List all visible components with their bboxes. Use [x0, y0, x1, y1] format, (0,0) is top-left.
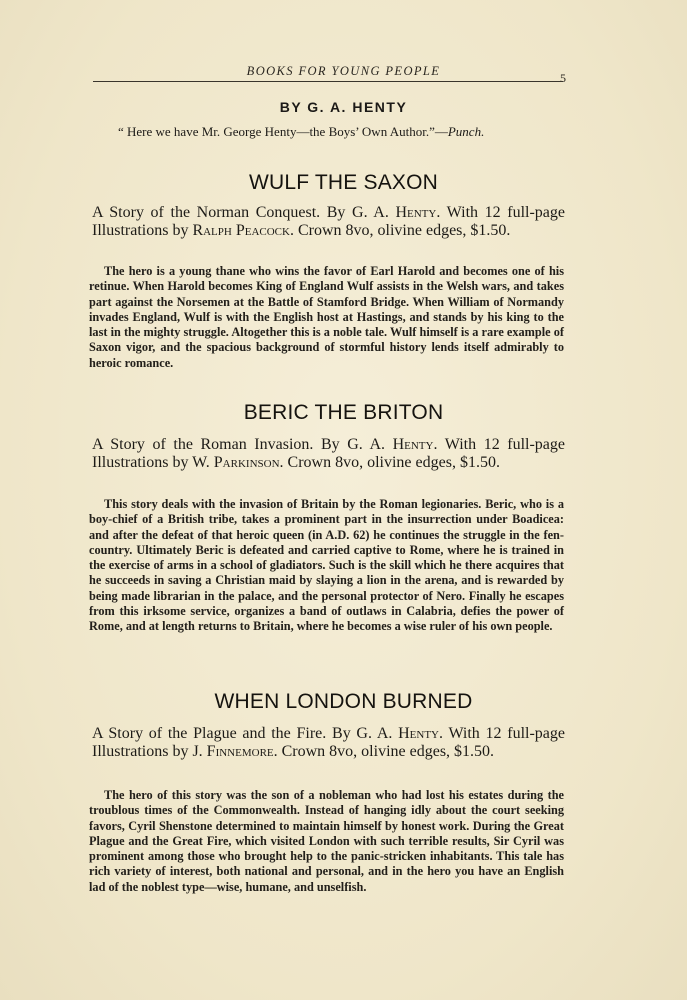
book-title: WHEN LONDON BURNED [214, 690, 473, 713]
book-title: WULF THE SAXON [248, 171, 439, 194]
illustrator-name: Finnemore [206, 742, 274, 760]
running-head: BOOKS FOR YOUNG PEOPLE [246, 64, 441, 78]
book-description: A Story of the Roman Invasion. By G. A. Henty. With 12 full-page Illustrations by W. Parkinson. Crown 8vo, olivine edges, $1.50. [92, 436, 566, 471]
author-heading: BY G. A. HENTY [279, 99, 408, 115]
book-summary: The hero of this story was the son of a nobleman who had lost his estates during the troublous times of the Commonwealth. Instead of hanging idly about the court seeking favors, Cyril Shenstone determined to maintain himself by honest work. During the Great Plague and the Great Fire, which visited London with such terrible results, Sir Cyril was prominent among those who brought help to the panic-stricken inhabitants. This tale has rich variety of interest, both national and personal, and in the hero you have an English lad of the noblest type—wise, humane, and unselfish. [89, 788, 564, 894]
book-summary: The hero is a young thane who wins the favor of Earl Harold and becomes one of his retinue. When Harold becomes King of England Wulf assists in the Welsh wars, and takes part against the Norsemen at the Battle of Stamford Bridge. When William of Normandy invades England, Wulf is with the English host at Hastings, and stands by his king to the last in the mighty struggle. Altogether this is a noble tale. Wulf himself is a rare example of Saxon vigor, and the spacious background of stormful history lends itself admirably to heroic romance. [89, 264, 564, 370]
author-name: Henty [395, 204, 437, 221]
press-quote [118, 124, 578, 140]
quote-text: “ Here we have Mr. George Henty—the Boys’ Own Author.”— [118, 124, 448, 139]
header-rule [93, 81, 563, 82]
quote-source: Punch. [447, 124, 485, 139]
book-title: BERIC THE BRITON [243, 401, 444, 424]
page-number: 5 [560, 71, 566, 85]
illustrator-name: Parkinson [213, 453, 280, 471]
book-summary: This story deals with the invasion of Britain by the Roman legionaries. Beric, who is a boy-chief of a British tribe, takes a prominent part in the insurrection under Boadicea: and after the defeat of that heroic queen (in A.D. 62) he continues the struggle in the fen-country. Ultimately Beric is defeated and carried captive to Rome, where he is trained in the exercise of arms in a school of gladiators. Such is the skill which he there acquires that he succeeds in saving a Christian maid by slaying a lion in the arena, and is rewarded by being made librarian in the palace, and the personal protector of Nero. Finally he escapes from this irksome service, organizes a band of outlaws in Calabria, defies the power of Rome, and at length returns to Britain, where he becomes a wise ruler of his own people. [89, 497, 564, 634]
author-name: Henty [392, 436, 434, 453]
author-name: Henty [398, 725, 439, 742]
book-description: A Story of the Plague and the Fire. By G. A. Henty. With 12 full-page Illustrations by J. Finnemore. Crown 8vo, olivine edges, $1.50. [92, 725, 565, 760]
illustrator-name: Ralph Peacock [192, 221, 290, 239]
book-description: A Story of the Norman Conquest. By G. A. Henty. With 12 full-page Illustrations by Ralph Peacock. Crown 8vo, olivine edges, $1.50. [92, 204, 565, 239]
